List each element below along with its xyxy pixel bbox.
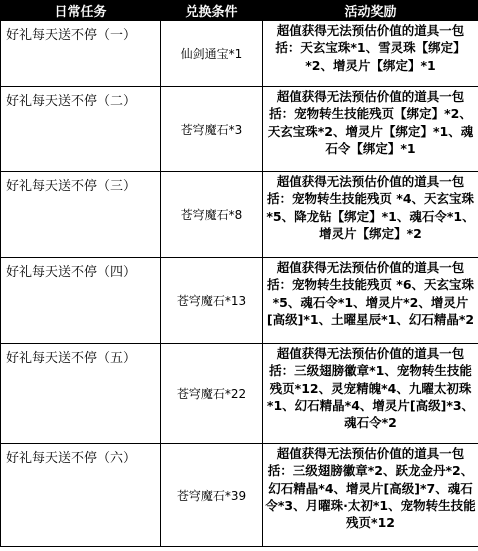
table-row	[1, 87, 478, 172]
reward-cell: 超值获得无法预估价值的道具一包括：宠物转生技能残页【绑定】*2、天玄宝珠*2、增灵片【绑定】*1、魂石令【绑定】*1	[263, 87, 478, 172]
table-row	[1, 258, 478, 344]
table-row	[1, 21, 478, 87]
condition-cell: 苍穹魔石*13	[161, 258, 263, 344]
condition-cell: 苍穹魔石*22	[161, 344, 263, 444]
reward-cell: 超值获得无法预估价值的道具一包括：宠物转生技能残页 *4、天玄宝珠*5、降龙钻【绑定】*1、魂石令*1、增灵片【绑定】*2	[263, 172, 478, 258]
condition-cell: 苍穹魔石*39	[161, 444, 263, 547]
reward-cell: 超值获得无法预估价值的道具一包括：宠物转生技能残页 *6、天玄宝珠*5、魂石令*1、增灵片*2、增灵片[高级]*1、土曜星辰*1、幻石精晶*2	[263, 258, 478, 344]
table-row	[1, 172, 478, 258]
condition-cell: 苍穹魔石*8	[161, 172, 263, 258]
header-condition: 兑换条件	[161, 1, 263, 21]
header-reward: 活动奖励	[263, 1, 478, 21]
reward-cell: 超值获得无法预估价值的道具一包括：天玄宝珠*1、雪灵珠【绑定】*2、增灵片【绑定】*1	[263, 21, 478, 87]
table-row	[1, 344, 478, 444]
table-row	[1, 444, 478, 547]
task-cell: 好礼每天送不停（三）	[1, 172, 161, 258]
header-row	[1, 1, 478, 21]
reward-cell: 超值获得无法预估价值的道具一包括：三级翅膀徽章*2、跃龙金丹*2、幻石精晶*4、增灵片[高级]*7、魂石令*3、月曜珠·太初*1、宠物转生技能残页*12	[263, 444, 478, 547]
task-cell: 好礼每天送不停（四）	[1, 258, 161, 344]
task-cell: 好礼每天送不停（六）	[1, 444, 161, 547]
task-cell: 好礼每天送不停（五）	[1, 344, 161, 444]
task-cell: 好礼每天送不停（一）	[1, 21, 161, 87]
header-task: 日常任务	[1, 1, 161, 21]
condition-cell: 苍穹魔石*3	[161, 87, 263, 172]
condition-cell: 仙剑通宝*1	[161, 21, 263, 87]
reward-cell: 超值获得无法预估价值的道具一包括：三级翅膀徽章*1、宠物转生技能残页*12、灵宠精魄*4、九曜太初珠*1、幻石精晶*4、增灵片[高级]*3、魂石令*2	[263, 344, 478, 444]
task-cell: 好礼每天送不停（二）	[1, 87, 161, 172]
